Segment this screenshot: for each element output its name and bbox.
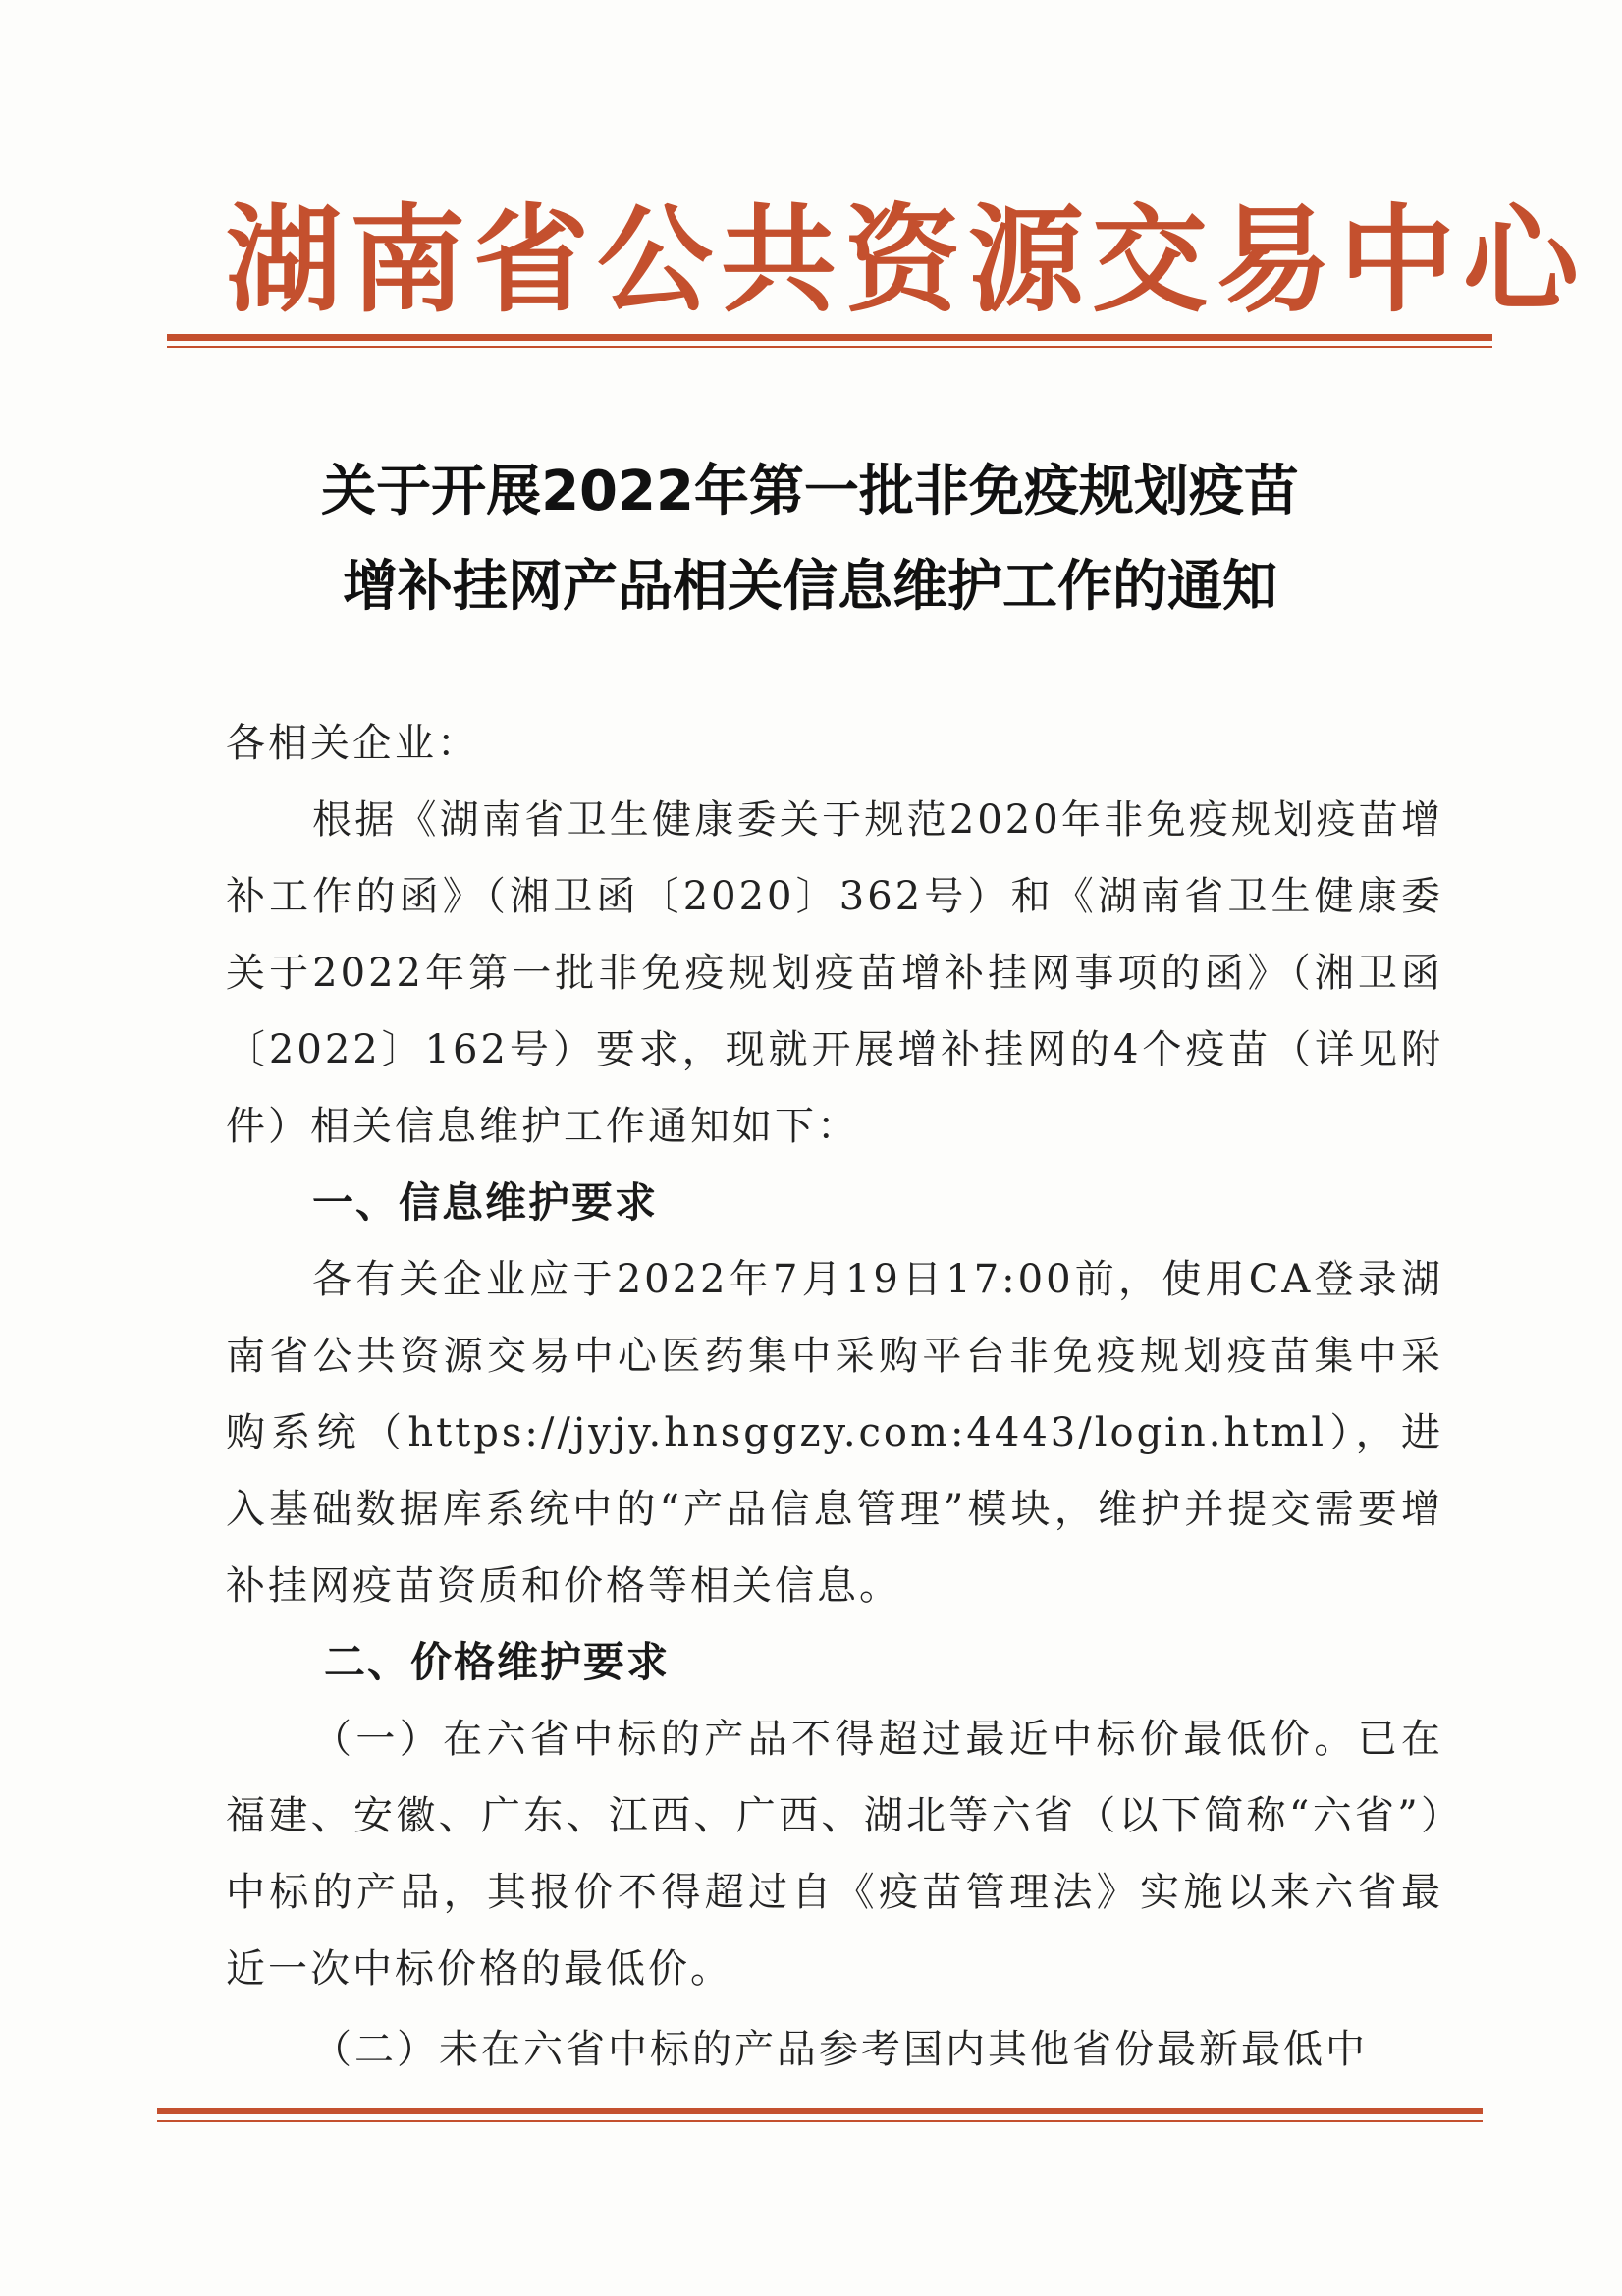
paragraph-price-rule-1-text: （一）在六省中标的产品不得超过最近中标价最低价。已在福建、安徽、广东、江西、广西、湖北等六省（以下简称“六省”）中标的产品，其报价不得超过自《疫苗管理法》实施以来六省最近一次中标价格的最低价。	[226, 1717, 1443, 1992]
document-title-line-2: 增补挂网产品相关信息维护工作的通知	[343, 555, 1277, 619]
document-title-line-1: 关于开展2022年第一批非免疫规划疫苗	[321, 460, 1299, 523]
paragraph-intro-text: 根据《湖南省卫生健康委关于规范2020年非免疫规划疫苗增补工作的函》（湘卫函〔2020〕362号）和《湖南省卫生健康委关于2022年第一批非免疫规划疫苗增补挂网事项的函》（湘卫函〔2022〕162号）要求，现就开展增补挂网的4个疫苗（详见附件）相关信息维护工作通知如下：	[226, 797, 1443, 1149]
section-heading-price-maintenance: 二、价格维护要求	[324, 1638, 671, 1686]
header-rule-thin	[167, 346, 1492, 348]
footer-rule-thick	[157, 2108, 1483, 2114]
organization-header: 湖南省公共资源交易中心	[226, 192, 1588, 328]
section-heading-info-maintenance: 一、信息维护要求	[312, 1178, 659, 1227]
salutation: 各相关企业：	[226, 721, 479, 766]
paragraph-price-rule-2-text: （二）未在六省中标的产品参考国内其他省份最新最低中	[312, 2027, 1368, 2072]
header-rule-thick	[167, 334, 1492, 341]
paragraph-price-rule-2	[226, 2011, 1443, 2088]
footer-rule-thin	[157, 2120, 1483, 2122]
paragraph-intro	[226, 782, 1443, 1165]
paragraph-price-rule-1	[226, 1701, 1443, 2007]
paragraph-info-maintenance-text: 各有关企业应于2022年7月19日17:00前，使用CA登录湖南省公共资源交易中心医药集中采购平台非免疫规划疫苗集中采购系统（https://jyjy.hnsggzy.com:4443/login.html），进入基础数据库系统中的“产品信息管理”模块，维护并提交需要增补挂网疫苗资质和价格等相关信息。	[226, 1257, 1443, 1609]
paragraph-info-maintenance	[226, 1241, 1443, 1624]
